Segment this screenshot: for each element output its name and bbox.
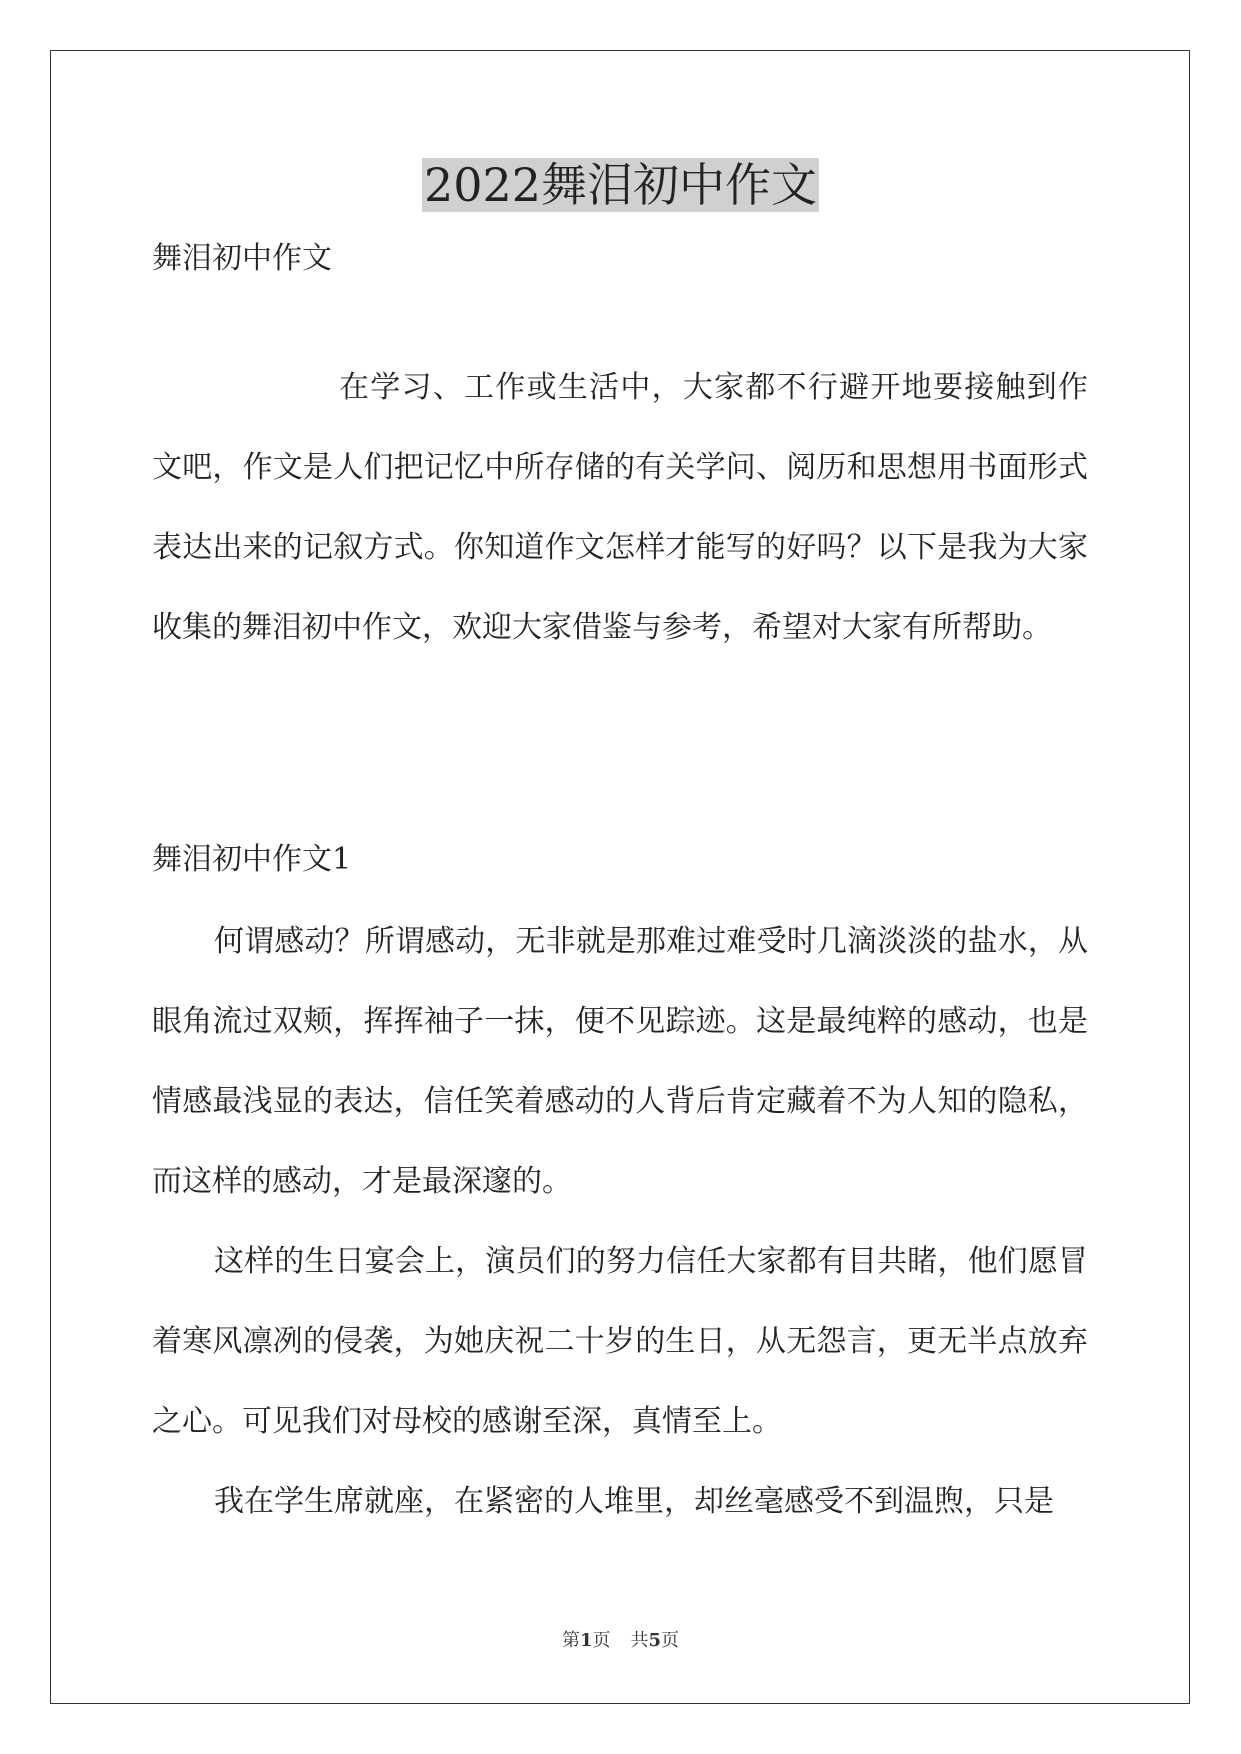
body-paragraph-1: 何谓感动？所谓感动，无非就是那难过难受时几滴淡淡的盐水，从眼角流过双颊，挥挥袖子一抹，便不见踪迹。这是最纯粹的感动，也是情感最浅显的表达，信任笑着感动的人背后肯定藏着不为人知的隐私，而这样的感动，才是最深邃的。 (152, 924, 1088, 1199)
body-paragraph-3: 我在学生席就座，在紧密的人堆里，却丝毫感受不到温煦，只是 (214, 1484, 1054, 1519)
total-prefix: 共 (630, 1630, 649, 1651)
total-page-number: 5 (648, 1630, 662, 1651)
document-subtitle: 舞泪初中作文 (152, 241, 332, 276)
page-prefix: 第 (561, 1630, 580, 1651)
section-heading: 舞泪初中作文1 (152, 842, 352, 877)
current-page-number: 1 (579, 1630, 593, 1651)
page-suffix: 页 (592, 1630, 611, 1651)
page-footer (0, 1629, 1241, 1653)
intro-paragraph: 在学习、工作或生活中，大家都不行避开地要接触到作文吧，作文是人们把记忆中所存储的有关学问、阅历和思想用书面形式表达出来的记叙方式。你知道作文怎样才能写的好吗？以下是我为大家收集的舞泪初中作文，欢迎大家借鉴与参考，希望对大家有所帮助。 (152, 370, 1088, 645)
document-title (0, 157, 1241, 213)
total-suffix: 页 (661, 1630, 680, 1651)
body-paragraph-2: 这样的生日宴会上，演员们的努力信任大家都有目共睹，他们愿冒着寒风凛冽的侵袭，为她庆祝二十岁的生日，从无怨言，更无半点放弃之心。可见我们对母校的感谢至深，真情至上。 (152, 1244, 1088, 1439)
document-title-text: 2022舞泪初中作文 (423, 158, 818, 212)
